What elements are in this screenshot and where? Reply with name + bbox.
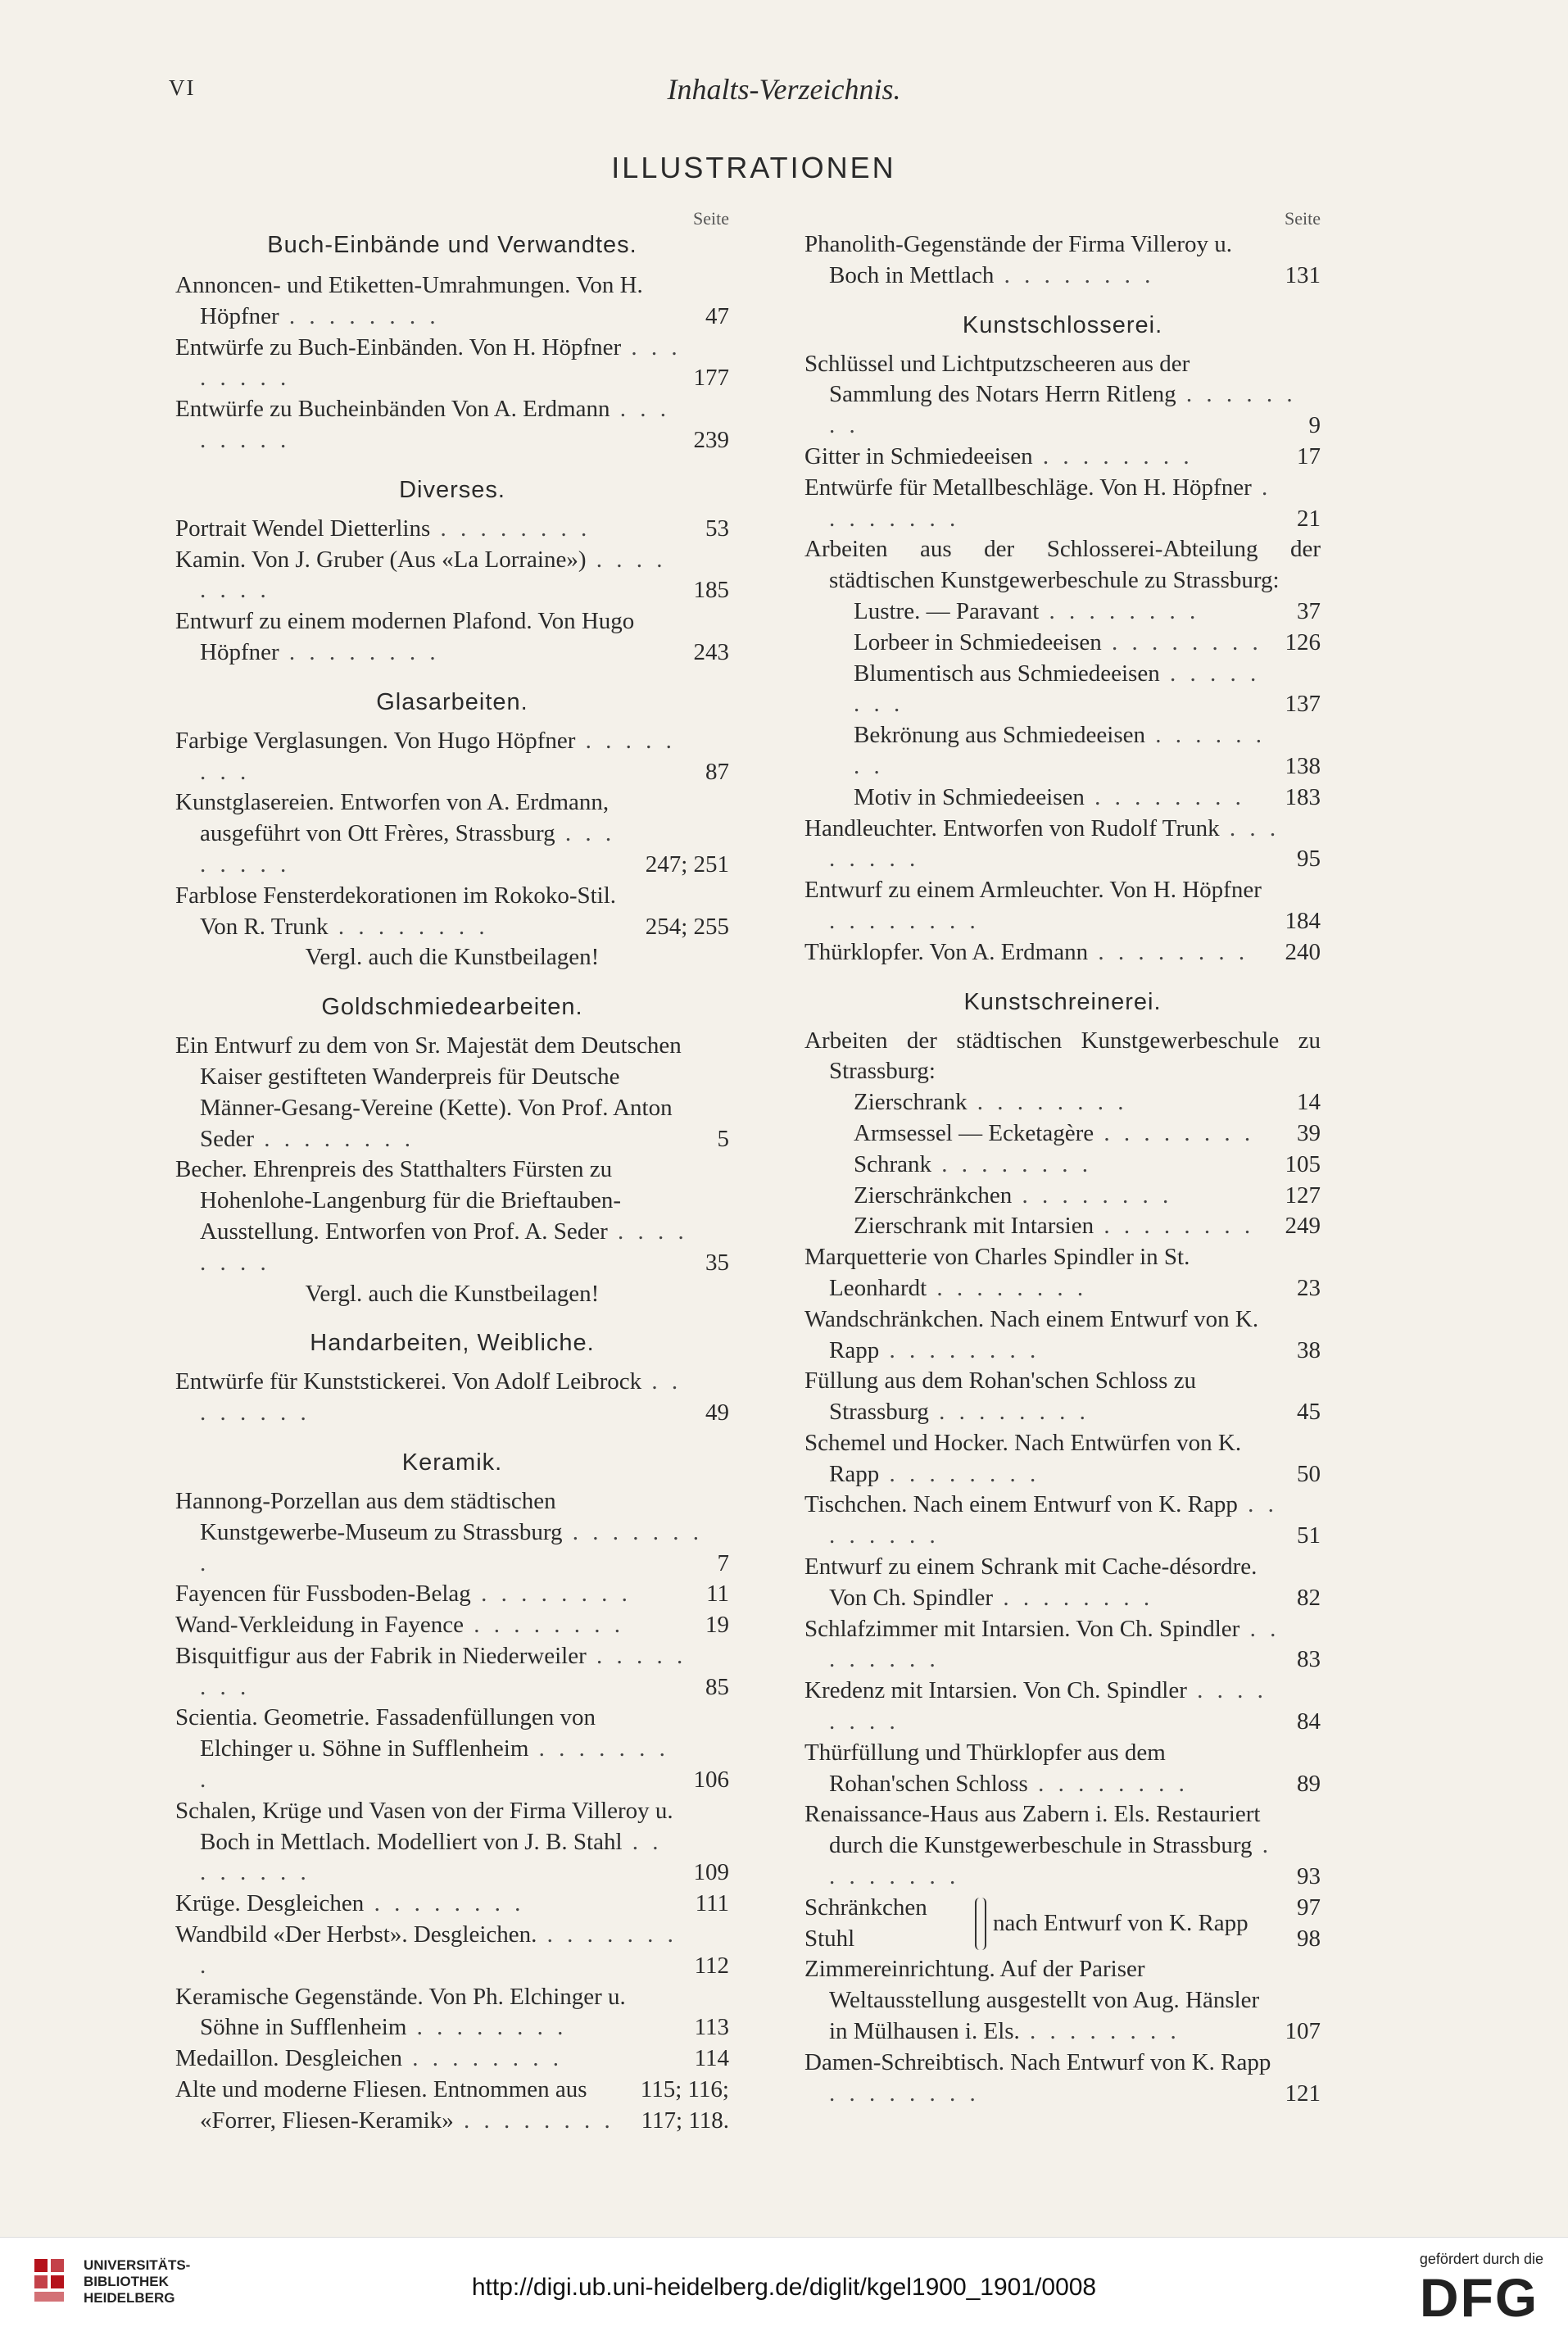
leader-dots: . . . . . . . .: [829, 1491, 1278, 1549]
toc-entry: Wand-Verkleidung in Fayence . . . . . . . . 19: [175, 1612, 729, 1639]
leader-dots: . . . . . . . .: [829, 381, 1297, 439]
toc-entry: Marquetterie von Charles Spindler in St. Leonhardt . . . . . . . . 23: [804, 1244, 1321, 1301]
brace-text: nach Entwurf von K. Rapp: [993, 1909, 1249, 1936]
leader-dots: . . . . . . . .: [200, 396, 670, 453]
leader-dots: . . . . . . . .: [402, 2045, 564, 2072]
leader-dots: . . . . . . . .: [200, 1368, 682, 1427]
toc-entry: Entwürfe zu Bucheinbänden Von A. Erdmann . . . . . . . . 239: [175, 396, 729, 453]
leader-dots: . . . . . . . .: [1039, 597, 1200, 624]
leader-dots: . . . . . . . .: [829, 814, 1280, 873]
leader-dots: . . . . . . . .: [829, 1832, 1273, 1890]
leader-dots: . . . . . . . .: [829, 1677, 1267, 1735]
toc-entry: Lorbeer in Schmiedeeisen . . . . . . . . 126: [854, 628, 1321, 655]
leader-dots: . . . . . . . .: [1019, 2018, 1181, 2045]
leader-dots: . . . . . . . .: [829, 474, 1272, 532]
toc-entry: Entwürfe für Kunststickerei. Von Adolf Leibrock . . . . . . . . 49: [175, 1368, 729, 1427]
leader-dots: . . . . . . . .: [931, 1150, 1093, 1177]
toc-entry: Gitter in Schmiedeeisen . . . . . . . . 17: [804, 442, 1321, 469]
toc-entry: Motiv in Schmiedeeisen . . . . . . . . 183: [854, 783, 1321, 810]
leader-dots: . . . . . . . .: [879, 1336, 1040, 1363]
toc-entry: Armsessel — Ecketagère . . . . . . . . 39: [854, 1119, 1321, 1146]
toc-entry: Entwurf zu einem Schrank mit Cache-désordre. Von Ch. Spindler . . . . . . . . 82: [804, 1554, 1321, 1611]
toc-entry: Zierschrank mit Intarsien . . . . . . . . 249: [854, 1213, 1321, 1240]
toc-entry: Lustre. — Paravant . . . . . . . . 37: [854, 597, 1321, 624]
seite-label: Seite: [1285, 208, 1321, 229]
toc-entry: Medaillon. Desgleichen . . . . . . . . 114: [175, 2045, 729, 2072]
toc-entry: Entwürfe zu Buch-Einbänden. Von H. Höpfner . . . . . . . . 177: [175, 333, 729, 392]
leader-dots: . . . . . . . .: [200, 333, 682, 392]
leader-dots: . . . . . . . .: [1032, 442, 1194, 469]
leader-dots: . . . . . . . .: [200, 1921, 678, 1979]
toc-entry: Schemel und Hocker. Nach Entwürfen von K. Rapp . . . . . . . . 50: [804, 1429, 1321, 1487]
leader-dots: . . . . . . . .: [279, 302, 440, 329]
toc-entry: Phanolith-Gegenstände der Firma Villeroy u. Boch in Mettlach . . . . . . . . 131: [804, 231, 1321, 288]
permalink-url[interactable]: http://digi.ub.uni-heidelberg.de/diglit/kgel1900_1901/0008: [471, 2274, 1097, 2301]
leader-dots: . . . . . . . .: [1101, 628, 1262, 655]
leader-dots: . . . . . . . .: [200, 820, 616, 878]
brace-page: 97: [1297, 1894, 1321, 1921]
leader-dots: . . . . . . . .: [406, 2014, 568, 2041]
toc-entry: Becher. Ehrenpreis des Statthalters Fürsten zu Hohenlohe-Langenburg für die Brieftauben-Ausstellung. Entworfen von Prof. A. Seder . . . . . . . . 35: [175, 1156, 729, 1276]
leader-dots: . . . . . . . .: [200, 1518, 703, 1576]
leader-dots: . . . . . . . .: [829, 907, 980, 934]
leader-dots: . . . . . . . .: [829, 1615, 1280, 1673]
toc-entry: Entwürfe für Metallbeschläge. Von H. Höpfner . . . . . . . . 21: [804, 474, 1321, 532]
library-name: UNIVERSITÄTS- BIBLIOTHEK HEIDELBERG: [84, 2257, 191, 2306]
toc-entry: Alte und moderne Fliesen. Entnommen aus «Forrer, Fliesen-Keramik» . . . . . . . . 115; 116; 117; 118.: [175, 2076, 729, 2134]
section-heading: Goldschmiedearbeiten.: [321, 994, 583, 1021]
leader-dots: . . . . . . . .: [1088, 938, 1249, 965]
leader-dots: . . . . . . . .: [279, 638, 440, 665]
leader-dots: . . . . . . . .: [829, 2080, 980, 2107]
toc-entry: Schrank . . . . . . . . 105: [854, 1150, 1321, 1177]
leader-dots: . . . . . . . .: [994, 261, 1155, 288]
toc-entry: Kamin. Von J. Gruber (Aus «La Lorraine») . . . . . . . . 185: [175, 546, 729, 604]
leader-dots: . . . . . . . .: [1084, 783, 1245, 810]
toc-entry: Schlafzimmer mit Intarsien. Von Ch. Spindler . . . . . . . . 83: [804, 1615, 1321, 1673]
section-heading: Kunstschreinerei.: [963, 988, 1162, 1015]
toc-entry: Tischchen. Nach einem Entwurf von K. Rapp . . . . . . . . 51: [804, 1491, 1321, 1549]
leader-dots: . . . . . . . .: [200, 1642, 687, 1700]
section-heading: Diverses.: [399, 476, 505, 503]
toc-entry: Farblose Fensterdekorationen im Rokoko-Stil. Von R. Trunk . . . . . . . . 254; 255: [175, 882, 729, 940]
section-heading: Glasarbeiten.: [376, 688, 528, 715]
toc-entry: Kredenz mit Intarsien. Von Ch. Spindler . . . . . . . . 84: [804, 1677, 1321, 1735]
toc-entry: Entwurf zu einem Armleuchter. Von H. Höpfner . . . . . . . . 184: [804, 877, 1321, 934]
toc-entry: Ein Entwurf zu dem von Sr. Majestät dem Deutschen Kaiser gestifteten Wanderpreis für Deutsche Männer-Gesang-Vereine (Kette). Von Prof. Anton Seder . . . . . . . . 5: [175, 1032, 729, 1152]
toc-entry: Krüge. Desgleichen . . . . . . . . 111: [175, 1890, 729, 1917]
leader-dots: . . . . . . . .: [200, 1828, 663, 1886]
leader-dots: . . . . . . . .: [200, 546, 667, 604]
leader-dots: . . . . . . . .: [879, 1460, 1040, 1487]
leader-dots: . . . . . . . .: [200, 1735, 669, 1794]
right-column: [804, 208, 1321, 2109]
leader-dots: . . . . . . . .: [927, 1274, 1088, 1301]
funded-by-label: gefördert durch die: [1419, 2251, 1543, 2267]
toc-entry: Zimmereinrichtung. Auf der Pariser Weltausstellung ausgestellt von Aug. Hänsler in Mülhausen i. Els. . . . . . . . . 107: [804, 1956, 1321, 2045]
leader-dots: . . . . . . . .: [430, 515, 591, 542]
toc-entry: Fayencen für Fussboden-Belag . . . . . . . . 11: [175, 1581, 729, 1608]
leader-dots: . . . . . . . .: [1094, 1213, 1255, 1240]
section-heading: Kunstschlosserei.: [962, 311, 1163, 338]
seite-label: Seite: [693, 208, 729, 229]
toc-entry: Bekrönung aus Schmiedeeisen . . . . . . . . 138: [854, 722, 1321, 779]
leader-dots: . . . . . . . .: [928, 1399, 1090, 1426]
toc-entry: Portrait Wendel Dietterlins . . . . . . . . 53: [175, 515, 729, 542]
leader-dots: . . . . . . . .: [200, 1218, 688, 1276]
leader-dots: . . . . . . . .: [453, 2107, 614, 2134]
brace-item: Schränkchen: [804, 1894, 927, 1921]
leader-dots: . . . . . . . .: [1094, 1119, 1255, 1146]
toc-entry: Entwurf zu einem modernen Plafond. Von Hugo Höpfner . . . . . . . . 243: [175, 608, 729, 665]
toc-entry: Blumentisch aus Schmiedeeisen . . . . . . . . 137: [854, 660, 1321, 718]
toc-entry: Renaissance-Haus aus Zabern i. Els. Restauriert durch die Kunstgewerbeschule in Strassburg . . . . . . . . 93: [804, 1801, 1321, 1890]
leader-dots: . . . . . . . .: [470, 1581, 632, 1608]
toc-entry: Hannong-Porzellan aus dem städtischen Kunstgewerbe-Museum zu Strassburg . . . . . . . . 7: [175, 1487, 729, 1576]
toc-entry: Scientia. Geometrie. Fassadenfüllungen von Elchinger u. Söhne in Sufflenheim . . . . . . . . 106: [175, 1704, 729, 1794]
toc-entry: Füllung aus dem Rohan'schen Schloss zu Strassburg . . . . . . . . 45: [804, 1368, 1321, 1426]
toc-entry: Annoncen- und Etiketten-Umrahmungen. Von H. Höpfner . . . . . . . . 47: [175, 272, 729, 329]
section-heading: Handarbeiten, Weibliche.: [310, 1330, 595, 1357]
toc-entry: Damen-Schreibtisch. Nach Entwurf von K. Rapp . . . . . . . . 121: [804, 2048, 1321, 2107]
leader-dots: . . . . . . . .: [854, 722, 1266, 779]
section-heading: Buch-Einbände und Verwandtes.: [267, 232, 637, 258]
leader-dots: . . . . . . . .: [254, 1125, 415, 1152]
brace-item: Stuhl: [804, 1925, 855, 1952]
leader-dots: . . . . . . . .: [328, 913, 489, 940]
toc-entry: Zierschrank . . . . . . . . 14: [854, 1089, 1321, 1116]
left-column: [175, 208, 729, 2137]
leader-dots: . . . . . . . .: [967, 1089, 1128, 1116]
toc-entry: Keramische Gegenstände. Von Ph. Elchinger u. Söhne in Sufflenheim . . . . . . . . 113: [175, 1983, 729, 2041]
main-title: ILLUSTRATIONEN: [611, 151, 896, 184]
toc-entry: Thürfüllung und Thürklopfer aus dem Rohan'schen Schloss . . . . . . . . 89: [804, 1739, 1321, 1797]
viewer-footer: [0, 2237, 1568, 2345]
toc-entry: Handleuchter. Entworfen von Rudolf Trunk . . . . . . . . 95: [804, 814, 1321, 873]
leader-dots: . . . . . . . .: [1012, 1182, 1173, 1209]
cross-reference-note: Vergl. auch die Kunstbeilagen!: [305, 944, 600, 971]
toc-entry: Bisquitfigur aus der Fabrik in Niederweiler . . . . . . . . 85: [175, 1642, 729, 1700]
section-heading: Keramik.: [401, 1449, 503, 1476]
dfg-logo: DFG: [1419, 2267, 1539, 2328]
dfg-credit[interactable]: [1420, 2251, 1543, 2327]
brace-mark: [975, 1898, 986, 1950]
page-number: VI: [169, 75, 196, 100]
toc-entry: Kunstglasereien. Entworfen von A. Erdmann, ausgeführt von Ott Frères, Strassburg . . . . . . . . 247; 251: [175, 789, 729, 878]
leader-dots: . . . . . . . .: [1027, 1770, 1189, 1797]
leader-dots: . . . . . . . .: [200, 727, 676, 785]
bracketed-entry: [804, 1893, 1321, 1955]
toc-entry: Zierschränkchen . . . . . . . . 127: [854, 1182, 1321, 1209]
toc-entry: Wandbild «Der Herbst». Desgleichen. . . . . . . . . 112: [175, 1921, 729, 1979]
leader-dots: . . . . . . . .: [364, 1890, 525, 1917]
running-header: [0, 75, 1568, 116]
brace-page: 98: [1297, 1925, 1321, 1952]
toc-entry: Wandschränkchen. Nach einem Entwurf von K. Rapp . . . . . . . . 38: [804, 1305, 1321, 1363]
toc-entry: Arbeiten aus der Schlosserei-Abteilung der städtischen Kunstgewerbeschule zu Strassburg:: [804, 536, 1321, 594]
toc-entry: Thürklopfer. Von A. Erdmann . . . . . . . . 240: [804, 938, 1321, 965]
leader-dots: . . . . . . . .: [464, 1612, 624, 1639]
toc-entry: Arbeiten der städtischen Kunstgewerbeschule zu Strassburg:: [804, 1027, 1321, 1085]
toc-entry: Schlüssel und Lichtputzscheeren aus der Sammlung des Notars Herrn Ritleng . . . . . . . . 9: [804, 350, 1321, 439]
toc-entry: Farbige Verglasungen. Von Hugo Höpfner . . . . . . . . 87: [175, 727, 729, 785]
running-title: Inhalts-Verzeichnis.: [667, 73, 901, 106]
toc-entry: Schalen, Krüge und Vasen von der Firma Villeroy u. Boch in Mettlach. Modelliert von J. B. Stahl . . . . . . . . 109: [175, 1797, 729, 1886]
leader-dots: . . . . . . . .: [993, 1584, 1154, 1611]
leader-dots: . . . . . . . .: [854, 660, 1261, 718]
cross-reference-note: Vergl. auch die Kunstbeilagen!: [305, 1280, 600, 1307]
